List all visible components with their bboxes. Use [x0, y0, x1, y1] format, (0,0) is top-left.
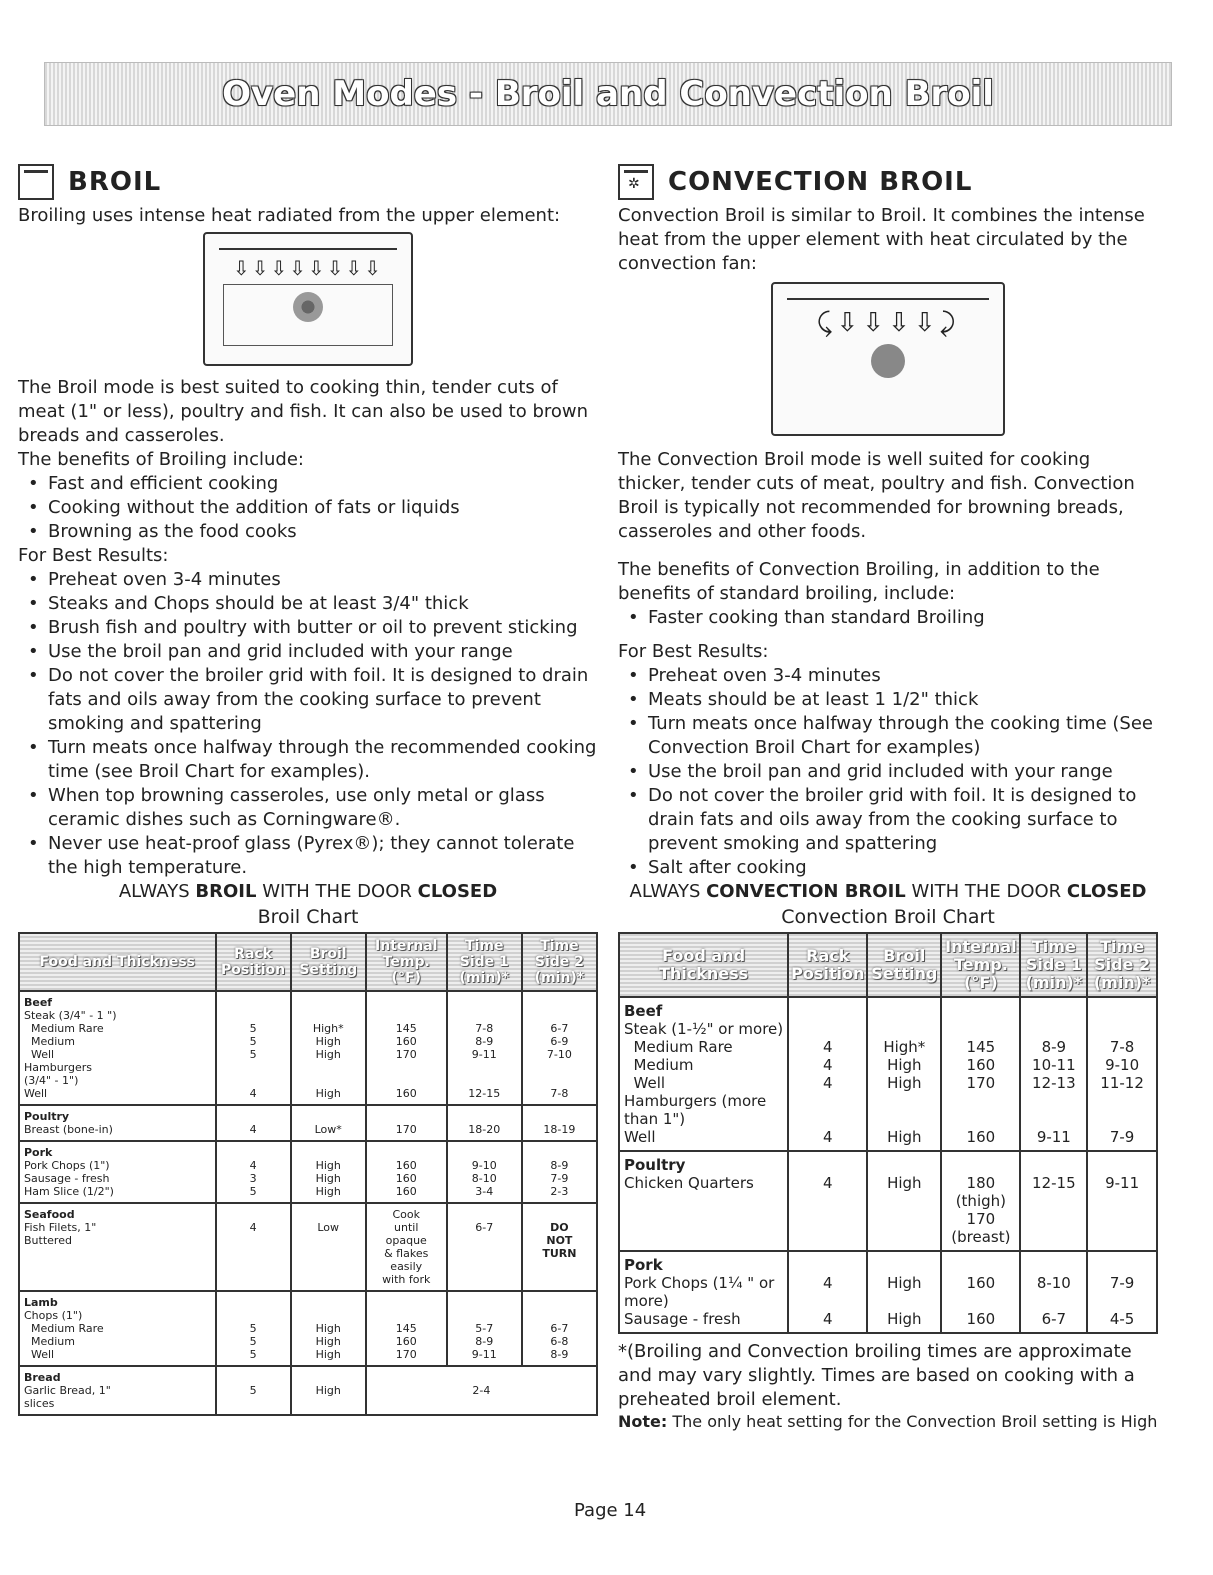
- broil-chart-temp-cell: 170: [366, 1105, 447, 1141]
- convection-oven-illustration: ⤹⇩⇩⇩⇩⤸: [771, 282, 1005, 436]
- convection-chart-time2-cell: 7-8 9-10 11-12 7-9: [1087, 997, 1157, 1151]
- broil-best-head: For Best Results:: [18, 545, 169, 566]
- broil-chart-time2-cell: 18-19: [522, 1105, 597, 1141]
- convection-broil-section: [618, 160, 1158, 1432]
- broil-chart-food-cell: Seafood Fish Filets, 1" Buttered: [19, 1203, 216, 1291]
- broil-tip-item: • Turn meats once halfway through the recommended cooking time (see Broil Chart for examples).: [18, 736, 598, 784]
- broil-chart-food-cell: Beef Steak (3/4" - 1 ") Medium Rare Medium Well Hamburgers (3/4" - 1") Well: [19, 991, 216, 1105]
- broil-tip-item: • Never use heat-proof glass (Pyrex®); they cannot tolerate the high temperature.: [18, 832, 598, 880]
- page-banner: [44, 62, 1172, 126]
- broil-chart-setting-cell: High High High: [291, 1291, 366, 1366]
- broil-chart-column-header: Rack Position: [216, 933, 291, 991]
- broil-benefits-head: The benefits of Broiling include:: [18, 449, 304, 470]
- broil-tip-item: • Do not cover the broiler grid with foil. It is designed to drain fats and oils away from the cooking surface to prevent smoking and spattering: [18, 664, 598, 736]
- convection-desc: The Convection Broil mode is well suited for cooking thicker, tender cuts of meat, poultry and fish. Convection Broil is typically not recommended for browning breads, casseroles and other foods.: [618, 449, 1135, 542]
- broil-chart-column-header: Food and Thickness: [19, 933, 216, 991]
- broil-best-list: [18, 568, 598, 880]
- broil-chart-row: [19, 1203, 597, 1291]
- broil-chart-temp-cell: 145 160 170: [366, 1291, 447, 1366]
- broil-chart-column-header: Internal Temp. (°F): [366, 933, 447, 991]
- broil-chart-column-header: Time Side 1 (min)*: [447, 933, 522, 991]
- broil-chart-table: [18, 932, 598, 1416]
- convection-tip-item: • Turn meats once halfway through the cooking time (See Convection Broil Chart for examples): [618, 712, 1158, 760]
- broil-chart-rack-cell: 4: [216, 1203, 291, 1291]
- convection-chart-temp-cell: 145 160 170 160: [941, 997, 1020, 1151]
- broil-tip-item: • When top browning casseroles, use only metal or glass ceramic dishes such as Corningware®.: [18, 784, 598, 832]
- convection-chart-column-header: Internal Temp. (°F): [941, 933, 1020, 997]
- broil-chart-food-cell: Poultry Breast (bone-in): [19, 1105, 216, 1141]
- broil-section: [18, 160, 598, 1416]
- convection-always: ALWAYS CONVECTION BROIL WITH THE DOOR CLOSED: [629, 881, 1147, 902]
- broil-desc: The Broil mode is best suited to cooking thin, tender cuts of meat (1" or less), poultry and fish. It can also be used to brown breads and casseroles.: [18, 377, 589, 446]
- banner-title: Oven Modes - Broil and Convection Broil: [222, 74, 994, 114]
- convection-intro: Convection Broil is similar to Broil. It combines the intense heat from the upper element with heat circulated by the convection fan:: [618, 205, 1145, 274]
- broil-benefit-item: • Browning as the food cooks: [18, 520, 598, 544]
- convection-chart-food-cell: Beef Steak (1-½" or more) Medium Rare Medium Well Hamburgers (more than 1") Well: [619, 997, 788, 1151]
- convection-chart-food-cell: Poultry Chicken Quarters: [619, 1151, 788, 1251]
- convection-chart-row: [619, 1251, 1157, 1333]
- broil-benefit-item: • Cooking without the addition of fats or liquids: [18, 496, 598, 520]
- convection-chart-time1-cell: 8-10 6-7: [1020, 1251, 1087, 1333]
- broil-chart-setting-cell: High: [291, 1366, 366, 1415]
- broil-chart-caption: Broil Chart: [257, 906, 359, 928]
- broil-chart-setting-cell: High* High High High: [291, 991, 366, 1105]
- broil-chart-column-header: Broil Setting: [291, 933, 366, 991]
- broil-chart-time1-cell: 5-7 8-9 9-11: [447, 1291, 522, 1366]
- broil-benefits-list: [18, 472, 598, 544]
- convection-note: Note: The only heat setting for the Convection Broil setting is High: [618, 1412, 1158, 1431]
- broil-chart-rack-cell: 5 5 5 4: [216, 991, 291, 1105]
- broil-chart-temp-cell: 145 160 170 160: [366, 991, 447, 1105]
- broil-chart-setting-cell: High High High: [291, 1141, 366, 1203]
- convection-chart-time1-cell: 8-9 10-11 12-13 9-11: [1020, 997, 1087, 1151]
- broil-chart-food-cell: Lamb Chops (1") Medium Rare Medium Well: [19, 1291, 216, 1366]
- broil-chart-rack-cell: 5 5 5: [216, 1291, 291, 1366]
- convection-title: CONVECTION BROIL: [668, 167, 973, 197]
- broil-chart-time1-cell: 18-20: [447, 1105, 522, 1141]
- broil-chart-row: [19, 1105, 597, 1141]
- broil-chart-time2-cell: 6-7 6-9 7-10 7-8: [522, 991, 597, 1105]
- broil-chart-setting-cell: Low: [291, 1203, 366, 1291]
- convection-chart-temp-cell: 160 160: [941, 1251, 1020, 1333]
- broil-chart-time2-cell: 8-9 7-9 2-3: [522, 1141, 597, 1203]
- convection-benefits-head: The benefits of Convection Broiling, in addition to the benefits of standard broiling, include:: [618, 559, 1100, 604]
- broil-chart-row: [19, 991, 597, 1105]
- broil-oven-illustration: ⇩⇩⇩⇩⇩⇩⇩⇩: [203, 232, 413, 366]
- convection-chart-column-header: Time Side 2 (min)*: [1087, 933, 1157, 997]
- convection-tip-item: • Do not cover the broiler grid with foil. It is designed to drain fats and oils away from the cooking surface to prevent smoking and spattering: [618, 784, 1158, 856]
- broil-chart-food-cell: Pork Pork Chops (1") Sausage - fresh Ham Slice (1/2"): [19, 1141, 216, 1203]
- broil-tip-item: • Brush fish and poultry with butter or oil to prevent sticking: [18, 616, 598, 640]
- broil-chart-column-header: Time Side 2 (min)*: [522, 933, 597, 991]
- convection-chart-caption: Convection Broil Chart: [781, 906, 995, 928]
- broil-chart-row: [19, 1291, 597, 1366]
- convection-chart-column-header: Food and Thickness: [619, 933, 788, 997]
- broil-tip-item: • Preheat oven 3-4 minutes: [18, 568, 598, 592]
- convection-chart-column-header: Broil Setting: [867, 933, 941, 997]
- convection-chart-food-cell: Pork Pork Chops (1¼ " or more) Sausage - fresh: [619, 1251, 788, 1333]
- broil-chart-rack-cell: 4: [216, 1105, 291, 1141]
- convection-chart-time2-cell: 7-9 4-5: [1087, 1251, 1157, 1333]
- convection-chart-temp-cell: 180 (thigh) 170 (breast): [941, 1151, 1020, 1251]
- broil-chart-time1-cell: 7-8 8-9 9-11 12-15: [447, 991, 522, 1105]
- convection-best-list: [618, 664, 1158, 880]
- convection-chart-column-header: Time Side 1 (min)*: [1020, 933, 1087, 997]
- convection-tip-item: • Preheat oven 3-4 minutes: [618, 664, 1158, 688]
- broil-mode-icon: [18, 164, 54, 200]
- broil-benefit-item: • Fast and efficient cooking: [18, 472, 598, 496]
- page-number: Page 14: [574, 1500, 647, 1521]
- broil-chart-time1-cell: 9-10 8-10 3-4: [447, 1141, 522, 1203]
- convection-benefit-item: • Faster cooking than standard Broiling: [618, 606, 1158, 630]
- convection-best-head: For Best Results:: [618, 641, 769, 662]
- convection-chart-row: [619, 997, 1157, 1151]
- convection-benefits-list: [618, 606, 1158, 630]
- convection-chart-row: [619, 1151, 1157, 1251]
- convection-chart-time1-cell: 12-15: [1020, 1151, 1087, 1251]
- convection-footnote: *(Broiling and Convection broiling times are approximate and may vary slightly. Times are based on cooking with a preheated broil element.: [618, 1341, 1135, 1410]
- convection-chart-rack-cell: 4 4 4 4: [788, 997, 867, 1151]
- convection-tip-item: • Use the broil pan and grid included with your range: [618, 760, 1158, 784]
- convection-chart-column-header: Rack Position: [788, 933, 867, 997]
- convection-fan-icon: ✲: [618, 164, 654, 200]
- broil-chart-time2-cell: DO NOT TURN: [522, 1203, 597, 1291]
- broil-intro: Broiling uses intense heat radiated from the upper element:: [18, 205, 561, 226]
- broil-always: ALWAYS BROIL WITH THE DOOR CLOSED: [118, 881, 498, 902]
- convection-chart-setting-cell: High High: [867, 1251, 941, 1333]
- broil-chart-rack-cell: 5: [216, 1366, 291, 1415]
- convection-chart-table: [618, 932, 1158, 1334]
- broil-chart-row: [19, 1141, 597, 1203]
- broil-chart-temp-cell: Cook until opaque & flakes easily with fork: [366, 1203, 447, 1291]
- convection-chart-rack-cell: 4: [788, 1151, 867, 1251]
- convection-chart-time2-cell: 9-11: [1087, 1151, 1157, 1251]
- convection-tip-item: • Meats should be at least 1 1/2" thick: [618, 688, 1158, 712]
- broil-tip-item: • Steaks and Chops should be at least 3/4" thick: [18, 592, 598, 616]
- broil-title: BROIL: [68, 167, 162, 197]
- convection-chart-setting-cell: High* High High High: [867, 997, 941, 1151]
- broil-chart-rack-cell: 4 3 5: [216, 1141, 291, 1203]
- broil-chart-food-cell: Bread Garlic Bread, 1" slices: [19, 1366, 216, 1415]
- broil-chart-time2-cell: 6-7 6-8 8-9: [522, 1291, 597, 1366]
- broil-chart-temp-cell: 160 160 160: [366, 1141, 447, 1203]
- broil-chart-time1-cell: 6-7: [447, 1203, 522, 1291]
- broil-tip-item: • Use the broil pan and grid included with your range: [18, 640, 598, 664]
- convection-chart-rack-cell: 4 4: [788, 1251, 867, 1333]
- convection-chart-setting-cell: High: [867, 1151, 941, 1251]
- broil-chart-time-span-cell: 2-4: [366, 1366, 597, 1415]
- broil-chart-row: [19, 1366, 597, 1415]
- broil-chart-setting-cell: Low*: [291, 1105, 366, 1141]
- convection-tip-item: • Salt after cooking: [618, 856, 1158, 880]
